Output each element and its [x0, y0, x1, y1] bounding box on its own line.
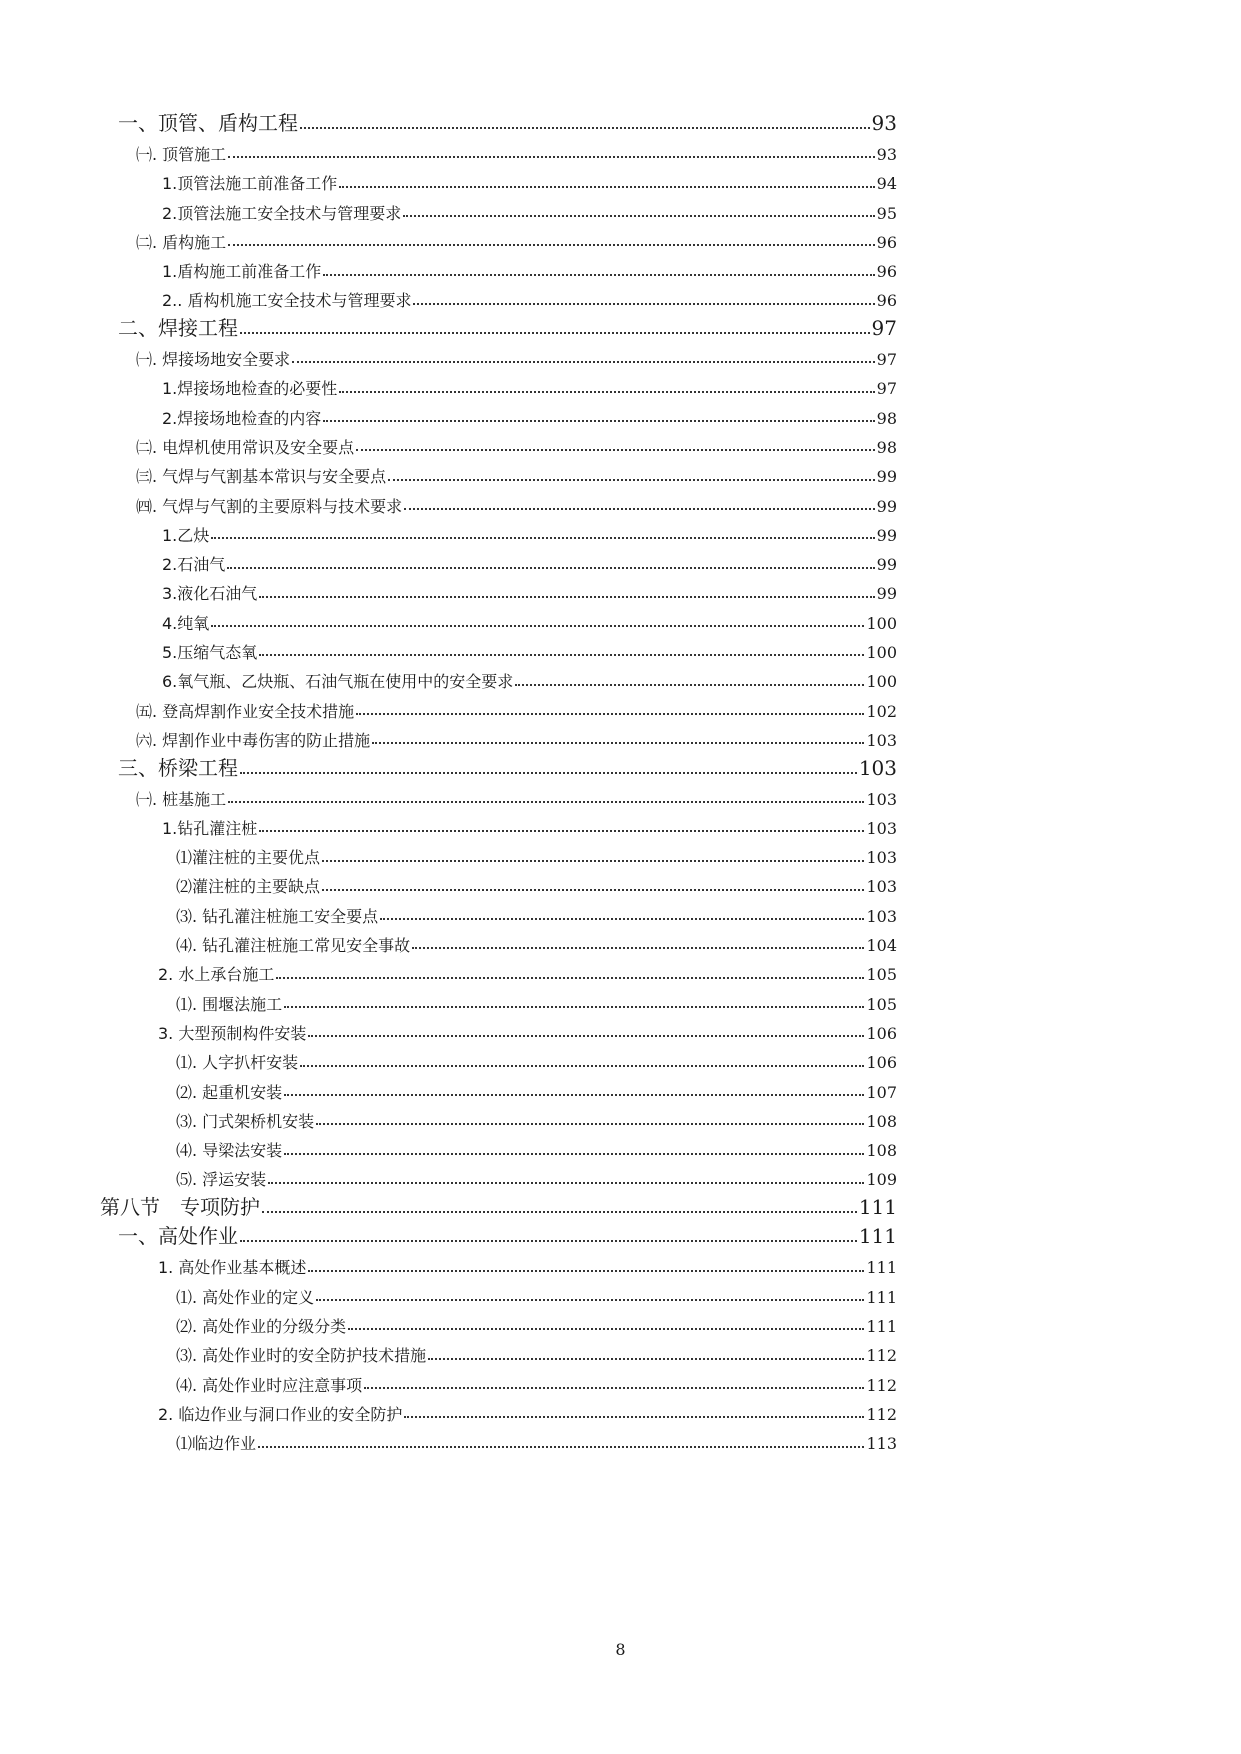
- toc-entry-page-number: 95: [876, 203, 897, 223]
- toc-entry-page-number: 100: [866, 643, 897, 662]
- toc-entry-page-number: 106: [866, 1023, 897, 1043]
- toc-entry[interactable]: [136, 779, 897, 809]
- toc-dot-leader: [388, 479, 874, 481]
- toc-dot-leader: [322, 889, 864, 891]
- toc-entry[interactable]: [176, 1336, 897, 1366]
- toc-dot-leader: [228, 156, 874, 158]
- toc-entry-page-number: 97: [871, 316, 897, 341]
- toc-entry-page-number: 113: [866, 1434, 897, 1454]
- toc-dot-leader: [259, 596, 874, 598]
- toc-dot-leader: [412, 947, 864, 949]
- toc-entry-title: 2.石油气: [162, 555, 226, 575]
- toc-entry-title: 3. 大型预制构件安装: [158, 1023, 307, 1043]
- toc-entry-title: ⑶. 高处作业时的安全防护技术措施: [176, 1346, 427, 1366]
- toc-entry-page-number: 96: [876, 291, 897, 311]
- toc-entry-title: ㈥. 焊割作业中毒伤害的防止措施: [136, 730, 371, 750]
- toc-entry[interactable]: [118, 1218, 897, 1248]
- toc-entry-title: 一、顶管、盾构工程: [118, 111, 298, 135]
- toc-entry[interactable]: [176, 1072, 897, 1102]
- toc-entry-page-number: 111: [866, 1316, 897, 1336]
- toc-entry[interactable]: [162, 164, 897, 194]
- toc-dot-leader: [284, 1153, 864, 1155]
- toc-entry-page-number: 102: [866, 701, 897, 721]
- toc-entry-page-number: 99: [876, 496, 897, 516]
- toc-entry[interactable]: [118, 105, 897, 135]
- toc-entry-page-number: 105: [866, 994, 897, 1014]
- toc-entry[interactable]: [118, 310, 897, 340]
- toc-entry[interactable]: [162, 662, 897, 692]
- toc-entry-title: ⑴临边作业: [176, 1434, 257, 1454]
- toc-entry[interactable]: [136, 222, 897, 252]
- toc-entry-page-number: 94: [876, 174, 897, 194]
- toc-entry-title: 2. 水上承台施工: [158, 965, 275, 985]
- toc-entry[interactable]: [176, 838, 897, 868]
- toc-entry-page-number: 103: [866, 789, 897, 809]
- toc-entry[interactable]: [136, 486, 897, 516]
- toc-dot-leader: [211, 537, 874, 539]
- toc-entry-title: ㈠. 桩基施工: [136, 789, 227, 809]
- toc-entry[interactable]: [136, 427, 897, 457]
- toc-entry-title: 4.纯氧: [162, 613, 210, 633]
- toc-entry-page-number: 106: [866, 1053, 897, 1073]
- toc-dot-leader: [258, 1446, 864, 1448]
- toc-dot-leader: [211, 625, 864, 627]
- toc-entry-page-number: 99: [876, 525, 897, 545]
- toc-entry-title: 1.盾构施工前准备工作: [162, 262, 322, 282]
- toc-entry-title: 6.氧气瓶、乙炔瓶、石油气瓶在使用中的安全要求: [162, 672, 514, 692]
- toc-entry-title: ㈢. 气焊与气割基本常识与安全要点: [136, 467, 387, 487]
- toc-entry[interactable]: [118, 750, 897, 780]
- toc-entry-page-number: 109: [866, 1170, 897, 1190]
- toc-entry[interactable]: [162, 574, 897, 604]
- toc-dot-leader: [323, 420, 874, 422]
- toc-dot-leader: [308, 1035, 864, 1037]
- toc-entry[interactable]: [176, 896, 897, 926]
- toc-dot-leader: [240, 1240, 857, 1242]
- toc-dot-leader: [339, 186, 874, 188]
- toc-entry[interactable]: [162, 252, 897, 282]
- toc-entry-title: ㈠. 焊接场地安全要求: [136, 350, 291, 369]
- toc-entry[interactable]: [162, 603, 897, 633]
- toc-entry-title: 1.顶管法施工前准备工作: [162, 174, 338, 194]
- toc-dot-leader: [428, 1358, 864, 1360]
- toc-entry-title: 二、焊接工程: [118, 316, 238, 341]
- toc-entry-page-number: 99: [876, 555, 897, 575]
- toc-entry-page-number: 103: [866, 730, 897, 750]
- toc-dot-leader: [262, 1211, 857, 1213]
- toc-dot-leader: [403, 215, 874, 217]
- toc-entry-title: ⑴灌注桩的主要优点: [176, 848, 321, 868]
- toc-entry-title: 2.焊接场地检查的内容: [162, 408, 322, 428]
- toc-dot-leader: [316, 1123, 864, 1125]
- toc-dot-leader: [364, 1387, 864, 1389]
- toc-entry[interactable]: [162, 369, 897, 399]
- toc-entry-title: 2. 临边作业与洞口作业的安全防护: [158, 1404, 403, 1424]
- toc-entry[interactable]: [176, 1131, 897, 1161]
- toc-entry-title: ⑵灌注桩的主要缺点: [176, 877, 321, 897]
- toc-entry[interactable]: [162, 281, 897, 311]
- toc-entry-title: 第八节 专项防护: [100, 1195, 260, 1220]
- toc-entry-title: ⑴. 高处作业的定义: [176, 1287, 315, 1307]
- toc-entry-title: ⑵. 起重机安装: [176, 1082, 283, 1102]
- toc-entry-page-number: 112: [866, 1346, 897, 1366]
- toc-entry-title: ⑸. 浮运安装: [176, 1170, 267, 1190]
- toc-entry-page-number: 100: [866, 672, 897, 692]
- toc-entry[interactable]: [176, 867, 897, 897]
- toc-entry-page-number: 97: [876, 379, 897, 399]
- toc-entry-page-number: 111: [866, 1287, 897, 1307]
- toc-entry[interactable]: [158, 955, 897, 985]
- toc-entry-page-number: 103: [858, 755, 897, 780]
- toc-entry-page-number: 112: [866, 1375, 897, 1395]
- toc-entry[interactable]: [100, 1189, 897, 1219]
- toc-dot-leader: [372, 742, 864, 744]
- toc-entry-page-number: 108: [866, 1111, 897, 1131]
- toc-entry-title: ㈣. 气焊与气割的主要原料与技术要求: [136, 496, 403, 516]
- toc-entry[interactable]: [162, 808, 897, 838]
- toc-dot-leader: [348, 1328, 864, 1330]
- toc-entry-title: 2.顶管法施工安全技术与管理要求: [162, 203, 402, 223]
- toc-entry-title: 1.乙炔: [162, 525, 210, 545]
- toc-entry-title: 一、高处作业: [118, 1224, 238, 1249]
- toc-entry-title: 5.压缩气态氧: [162, 643, 258, 662]
- toc-entry-page-number: 93: [871, 111, 897, 135]
- toc-entry-title: ⑵. 高处作业的分级分类: [176, 1316, 347, 1336]
- toc-entry-page-number: 108: [866, 1141, 897, 1161]
- toc-dot-leader: [404, 508, 874, 510]
- toc-entry-page-number: 111: [858, 1195, 897, 1220]
- toc-entry-title: ⑷. 高处作业时应注意事项: [176, 1375, 363, 1395]
- toc-dot-leader: [308, 1270, 864, 1272]
- toc-dot-leader: [380, 918, 864, 920]
- toc-entry-page-number: 111: [858, 1224, 897, 1249]
- toc-dot-leader: [276, 977, 864, 979]
- toc-entry[interactable]: [176, 1306, 897, 1336]
- toc-entry-page-number: 93: [876, 144, 897, 164]
- toc-entry-page-number: 98: [876, 408, 897, 428]
- toc-entry[interactable]: [162, 193, 897, 223]
- toc-entry-page-number: 112: [866, 1404, 897, 1424]
- toc-dot-leader: [228, 801, 864, 803]
- page-number: 8: [615, 1640, 626, 1659]
- toc-entry-page-number: 98: [876, 437, 897, 457]
- toc-entry[interactable]: [176, 925, 897, 955]
- toc-dot-leader: [284, 1094, 864, 1096]
- toc-entry-title: ⑶. 门式架桥机安装: [176, 1111, 315, 1131]
- toc-entry[interactable]: [176, 1365, 897, 1395]
- toc-entry[interactable]: [162, 632, 897, 662]
- toc-entry-page-number: 103: [866, 818, 897, 838]
- toc-entry-title: ⑴. 人字扒杆安装: [176, 1053, 299, 1073]
- toc-entry[interactable]: [176, 984, 897, 1014]
- toc-entry[interactable]: [158, 1394, 897, 1424]
- toc-entry-title: 3.液化石油气: [162, 584, 258, 604]
- toc-entry-page-number: 104: [866, 936, 897, 955]
- toc-entry-title: 三、桥梁工程: [118, 755, 238, 780]
- toc-entry-title: ⑶. 钻孔灌注桩施工安全要点: [176, 906, 379, 926]
- toc-entry[interactable]: [158, 1248, 897, 1278]
- toc-entry[interactable]: [176, 1424, 897, 1454]
- toc-dot-leader: [515, 684, 864, 686]
- toc-entry-title: ㈠. 顶管施工: [136, 144, 227, 164]
- toc-entry-page-number: 107: [866, 1082, 897, 1102]
- toc-entry[interactable]: [158, 1013, 897, 1043]
- toc-dot-leader: [284, 1006, 864, 1008]
- toc-dot-leader: [356, 449, 874, 451]
- toc-entry[interactable]: [162, 545, 897, 575]
- toc-dot-leader: [322, 860, 864, 862]
- toc-dot-leader: [404, 1416, 864, 1418]
- toc-dot-leader: [227, 567, 874, 569]
- toc-dot-leader: [228, 244, 874, 246]
- toc-entry-title: 1.焊接场地检查的必要性: [162, 379, 338, 399]
- toc-entry-page-number: 103: [866, 877, 897, 897]
- toc-entry-page-number: 99: [876, 467, 897, 487]
- toc-entry[interactable]: [176, 1160, 897, 1190]
- toc-entry-title: ㈡. 电焊机使用常识及安全要点: [136, 437, 355, 457]
- toc-entry-page-number: 105: [866, 965, 897, 985]
- toc-entry-page-number: 100: [866, 613, 897, 633]
- toc-entry[interactable]: [176, 1277, 897, 1307]
- toc-entry[interactable]: [176, 1101, 897, 1131]
- toc-entry[interactable]: [176, 1043, 897, 1073]
- toc-dot-leader: [259, 654, 864, 656]
- toc-entry[interactable]: [136, 457, 897, 487]
- toc-dot-leader: [240, 332, 870, 334]
- toc-entry-title: ⑷. 钻孔灌注桩施工常见安全事故: [176, 936, 411, 955]
- toc-entry-title: 2.. 盾构机施工安全技术与管理要求: [162, 291, 412, 311]
- toc-dot-leader: [300, 1065, 864, 1067]
- toc-entry[interactable]: [162, 398, 897, 428]
- toc-dot-leader: [323, 274, 874, 276]
- toc-dot-leader: [259, 830, 864, 832]
- toc-entry-page-number: 96: [876, 232, 897, 252]
- toc-entry-title: ⑷. 导梁法安装: [176, 1141, 283, 1161]
- toc-entry-title: ⑴. 围堰法施工: [176, 994, 283, 1014]
- toc-dot-leader: [268, 1182, 864, 1184]
- toc-entry-page-number: 111: [866, 1258, 897, 1278]
- toc-entry-page-number: 103: [866, 848, 897, 868]
- toc-entry-title: ㈤. 登高焊割作业安全技术措施: [136, 701, 355, 721]
- toc-entry-title: ㈡. 盾构施工: [136, 232, 227, 252]
- toc-dot-leader: [413, 303, 874, 305]
- toc-entry[interactable]: [136, 134, 897, 164]
- toc-dot-leader: [292, 361, 874, 363]
- toc-dot-leader: [316, 1299, 864, 1301]
- toc-entry[interactable]: [136, 720, 897, 750]
- toc-dot-leader: [356, 713, 864, 715]
- toc-entry-title: 1. 高处作业基本概述: [158, 1258, 307, 1278]
- toc-entry-page-number: 97: [876, 350, 897, 369]
- toc-entry[interactable]: [136, 339, 897, 369]
- toc-entry-page-number: 99: [876, 584, 897, 604]
- toc-dot-leader: [240, 772, 857, 774]
- toc-dot-leader: [300, 127, 870, 129]
- toc-entry-title: 1.钻孔灌注桩: [162, 818, 258, 838]
- toc-entry-page-number: 96: [876, 262, 897, 282]
- toc-dot-leader: [339, 391, 874, 393]
- toc-entry[interactable]: [162, 515, 897, 545]
- toc-entry-page-number: 103: [866, 906, 897, 926]
- toc-entry[interactable]: [136, 691, 897, 721]
